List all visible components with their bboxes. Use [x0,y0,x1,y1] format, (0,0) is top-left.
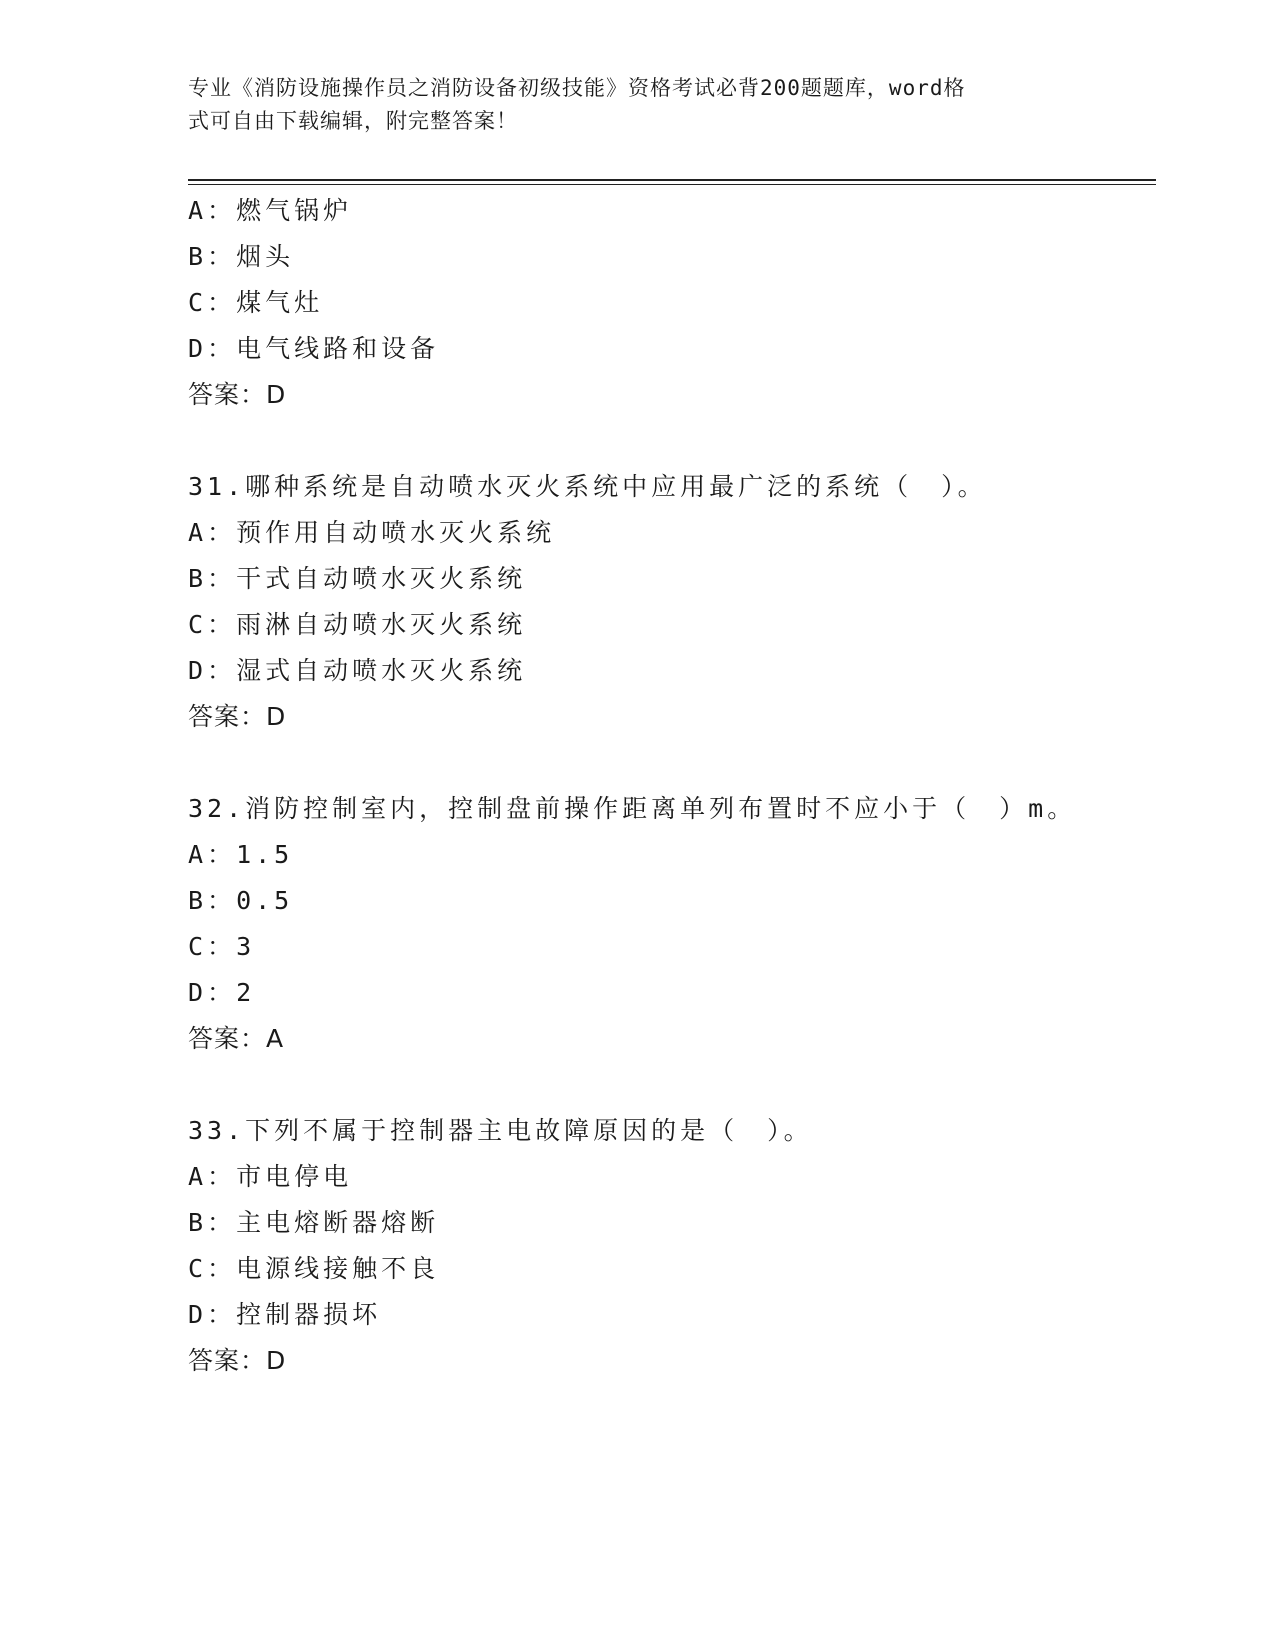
option-b: B：0.5 [188,886,294,915]
answer-line: 答案：D [188,1346,287,1375]
option-a: A：1.5 [188,840,294,869]
question-block-31 [188,464,1156,740]
option-c: C：雨淋自动喷水灭火系统 [188,610,527,639]
question-block-30 [188,188,1156,418]
option-b: B：主电熔断器熔断 [188,1208,440,1237]
document-header [188,72,1088,138]
answer-line: 答案：D [188,702,287,731]
option-d: D：湿式自动喷水灭火系统 [188,656,527,685]
option-c: C：电源线接触不良 [188,1254,440,1283]
option-a: A：市电停电 [188,1162,353,1191]
answer-line: 答案：A [188,1024,285,1053]
question-block-33 [188,1108,1156,1384]
header-line-2: 式可自由下载编辑，附完整答案！ [188,109,518,133]
document-body [188,188,1156,1384]
option-b: B：烟头 [188,242,295,271]
question-stem: 33.下列不属于控制器主电故障原因的是（ ）。 [188,1116,813,1145]
header-divider-thick [188,179,1156,181]
question-stem: 32.消防控制室内，控制盘前操作距离单列布置时不应小于（ ）m。 [188,794,1077,823]
option-d: D：电气线路和设备 [188,334,440,363]
option-c: C：3 [188,932,256,961]
option-b: B：干式自动喷水灭火系统 [188,564,527,593]
option-a: A：燃气锅炉 [188,196,353,225]
question-stem: 31.哪种系统是自动喷水灭火系统中应用最广泛的系统（ ）。 [188,472,987,501]
header-line-1: 专业《消防设施操作员之消防设备初级技能》资格考试必背200题题库，word格 [188,76,966,100]
answer-line: 答案：D [188,380,287,409]
option-d: D：2 [188,978,256,1007]
option-a: A：预作用自动喷水灭火系统 [188,518,556,547]
question-block-32 [188,786,1156,1062]
header-divider-thin [188,184,1156,185]
option-d: D：控制器损坏 [188,1300,382,1329]
option-c: C：煤气灶 [188,288,324,317]
